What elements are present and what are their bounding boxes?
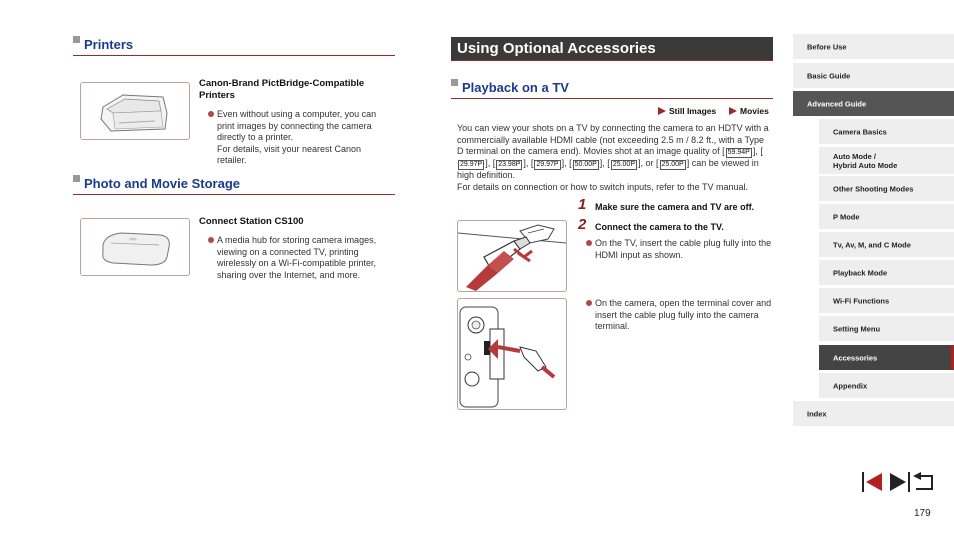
- intro-text-1: You can view your shots on a TV by connecting the camera to an HDTV with a commercially available HDMI cable (not exceeding 2.5 m / 8.2 ft., with a Type D terminal on the camera end). Movies shot at an image quality of [: [457, 123, 769, 156]
- sidebar-item-wifi-functions[interactable]: [819, 288, 954, 313]
- still-images-label: Still Images: [669, 106, 717, 116]
- sidebar-item-setting-menu[interactable]: [819, 316, 954, 341]
- heading-marker: [73, 36, 80, 43]
- intro-text-2: ] can be viewed in high definition.: [457, 158, 759, 180]
- playback-tv-heading-text: Playback on a TV: [462, 80, 569, 95]
- camera-terminal-illustration: [457, 298, 567, 410]
- heading-marker: [73, 175, 80, 182]
- sidebar-item-p-mode[interactable]: [819, 204, 954, 229]
- intro-paragraph: You can view your shots on a TV by connecting the camera to an HDTV with a commercially available HDMI cable (not exceeding 2.5 m / 8.2 ft., with a Type D terminal on the camera end). Movies shot at an image quality of [ 59.94P ], [29.97P ], [ 23.98P ], [ 29.97P ], [ 50.00P ], [ 25.00P ], or [ 25.00P ] can be viewed in high definition. For details on connection or how to switch inputs, refer to the TV manual.: [457, 123, 769, 192]
- sidebar-item-label: Index: [807, 409, 827, 418]
- sidebar-item-label: Auto Mode /: [833, 151, 876, 161]
- printer-image: [80, 82, 190, 140]
- hdmi-cable-drawing: [458, 221, 566, 291]
- movie-quality-icon: 25.00P: [612, 161, 635, 168]
- bullet-dot: [208, 111, 214, 117]
- storage-bullet: [217, 235, 393, 281]
- printer-bullet: [217, 109, 393, 167]
- bullet-dot: [208, 237, 214, 243]
- tv-hdmi-illustration: [457, 220, 567, 292]
- step2-bullet-camera-text: On the camera, open the terminal cover and insert the cable plug fully into the camera terminal.: [595, 298, 772, 331]
- step-1-text: Make sure the camera and TV are off.: [595, 202, 755, 212]
- bullet-dot: [586, 240, 592, 246]
- sidebar-item-label: P Mode: [833, 212, 860, 221]
- intro-text-3: For details on connection or how to switch inputs, refer to the TV manual.: [457, 181, 748, 192]
- sidebar-item-index[interactable]: [793, 401, 954, 426]
- page-title: Using Optional Accessories: [457, 40, 656, 57]
- sidebar-item-label: Appendix: [833, 381, 868, 390]
- sidebar-item-appendix[interactable]: [819, 373, 954, 398]
- printer-product-title: Canon-Brand PictBridge-Compatible Printers: [199, 78, 365, 101]
- intro-or-text: or [: [645, 158, 659, 168]
- sidebar-item-label: Basic Guide: [807, 71, 851, 80]
- movies-label: Movies: [740, 106, 769, 116]
- step-1-number: 1: [578, 196, 587, 213]
- play-triangle-icon: [729, 107, 737, 115]
- storage-heading: [73, 174, 395, 195]
- movies-tag: [729, 106, 769, 116]
- play-triangle-icon: [658, 107, 666, 115]
- movie-quality-icon: 29.97P: [460, 161, 483, 168]
- sidebar-item-auto-mode[interactable]: [819, 147, 954, 174]
- sidebar-item-tv-av-m-c-mode[interactable]: [819, 232, 954, 257]
- sidebar-item-label: Accessories: [833, 353, 878, 362]
- movie-quality-icon: 29.97P: [536, 161, 559, 168]
- sidebar-item-label: Tv, Av, M, and C Mode: [833, 240, 911, 249]
- sidebar-item-accessories[interactable]: [819, 345, 954, 370]
- printer-illustration: [81, 83, 189, 139]
- printer-bullet-text: Even without using a computer, you can print images by connecting the camera directly to a printer.: [217, 109, 377, 142]
- step2-bullet-camera: [595, 298, 773, 333]
- step2-bullet-tv: [595, 238, 773, 261]
- previous-page-button[interactable]: [862, 472, 884, 492]
- storage-heading-text: Photo and Movie Storage: [84, 176, 241, 191]
- movie-quality-icon: 25.00P: [661, 161, 684, 168]
- still-images-tag: [658, 106, 716, 116]
- page-title-bar: [451, 37, 773, 61]
- storage-product-title: Connect Station CS100: [199, 216, 304, 227]
- sidebar-item-playback-mode[interactable]: [819, 260, 954, 285]
- storage-bullet-text: A media hub for storing camera images, viewing on a connected TV, printing wirelessly on a Wi-Fi-compatible printer, sharing over the Internet, and more.: [217, 235, 377, 280]
- sidebar-item-label: Playback Mode: [833, 268, 888, 277]
- next-page-button[interactable]: [888, 472, 910, 492]
- printer-bullet-extra: For details, visit your nearest Canon retailer.: [217, 143, 362, 165]
- return-icon: [912, 472, 934, 492]
- sidebar-item-advanced-guide[interactable]: [793, 91, 954, 116]
- sidebar-item-label: Wi-Fi Functions: [833, 296, 890, 305]
- connect-station-image: [80, 218, 190, 276]
- printers-heading-text: Printers: [84, 37, 134, 52]
- heading-marker: [451, 79, 458, 86]
- camera-cable-drawing: [458, 299, 566, 409]
- connect-station-illustration: [81, 219, 189, 275]
- sidebar-item-other-shooting-modes[interactable]: [819, 176, 954, 201]
- arrow-right-icon: [888, 472, 910, 492]
- step2-bullet-tv-text: On the TV, insert the cable plug fully into the HDMI input as shown.: [595, 238, 772, 260]
- sidebar-item-basic-guide[interactable]: [793, 63, 954, 88]
- page-number: 179: [914, 508, 931, 519]
- sidebar-item-label: Other Shooting Modes: [833, 184, 914, 193]
- movie-quality-icon: 50.00P: [574, 161, 597, 168]
- sidebar-item-label: Advanced Guide: [807, 99, 867, 108]
- movie-quality-icon: 23.98P: [498, 161, 521, 168]
- sidebar-item-label: Before Use: [807, 42, 847, 51]
- sidebar-item-label: Camera Basics: [833, 127, 887, 136]
- sidebar-item-label: Setting Menu: [833, 324, 881, 333]
- sidebar-item-before-use[interactable]: [793, 34, 954, 59]
- printers-heading: [73, 35, 395, 56]
- movie-quality-icon: 59.94P: [727, 149, 750, 156]
- sidebar-item-camera-basics[interactable]: [819, 119, 954, 144]
- arrow-left-icon: [862, 472, 884, 492]
- sidebar-item-label-2: Hybrid Auto Mode: [833, 160, 898, 170]
- playback-tv-heading: [451, 78, 773, 99]
- return-button[interactable]: [912, 472, 934, 492]
- step-2-number: 2: [578, 216, 587, 233]
- step-2-text: Connect the camera to the TV.: [595, 222, 724, 232]
- bullet-dot: [586, 300, 592, 306]
